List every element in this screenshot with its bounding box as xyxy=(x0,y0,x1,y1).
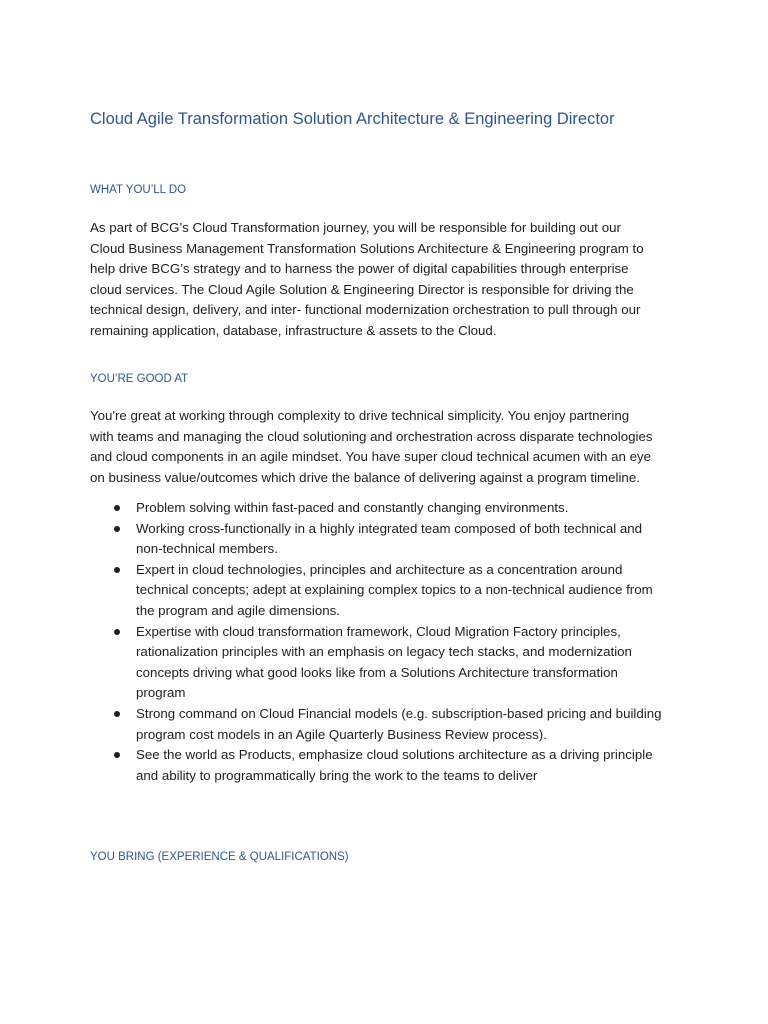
bullet-item xyxy=(90,704,700,745)
section-heading-you-bring: YOU BRING (EXPERIENCE & QUALIFICATIONS) xyxy=(90,851,349,863)
paragraph-line: on business value/outcomes which drive the balance of delivering against a program timeline. xyxy=(90,469,640,485)
section-heading-what-youll-do: WHAT YOU’LL DO xyxy=(90,184,187,196)
skills-bullet-list xyxy=(90,498,700,786)
section-heading-youre-good-at: YOU’RE GOOD AT xyxy=(90,373,189,385)
paragraph-line: remaining application, database, infrastructure & assets to the Cloud. xyxy=(90,322,497,338)
bullet-line: Expert in cloud technologies, principles and architecture as a concentration around xyxy=(136,561,623,577)
bullet-dot-icon xyxy=(114,752,120,758)
bullet-item xyxy=(90,560,700,622)
bullet-item xyxy=(90,519,700,560)
bullet-item xyxy=(90,622,700,704)
section-paragraph-youre-good-at xyxy=(90,406,690,488)
paragraph-line: As part of BCG’s Cloud Transformation journey, you will be responsible for building out our xyxy=(90,220,621,235)
bullet-dot-icon xyxy=(114,567,120,573)
bullet-dot-icon xyxy=(114,505,120,511)
bullet-line: program cost models in an Agile Quarterly Business Review process). xyxy=(136,726,547,742)
bullet-line: the program and agile dimensions. xyxy=(136,602,341,618)
paragraph-line: You're great at working through complexity to drive technical simplicity. You enjoy partnering xyxy=(90,408,630,423)
paragraph-line: with teams and managing the cloud solutioning and orchestration across disparate technologies xyxy=(90,428,653,444)
bullet-line: non-technical members. xyxy=(136,541,278,557)
bullet-dot-icon xyxy=(114,711,120,717)
bullet-item xyxy=(90,498,700,519)
paragraph-line: and cloud components in an agile mindset. You have super cloud technical acumen with an eye xyxy=(90,449,652,465)
bullet-dot-icon xyxy=(114,629,120,635)
bullet-line: Strong command on Cloud Financial models (e.g. subscription-based pricing and building xyxy=(136,705,662,721)
bullet-line: Expertise with cloud transformation framework, Cloud Migration Factory principles, xyxy=(136,623,621,639)
bullet-line: rationalization principles with an emphasis on legacy tech stacks, and modernization xyxy=(136,644,632,660)
paragraph-line: cloud services. The Cloud Agile Solution & Engineering Director is responsible for driving the xyxy=(90,281,634,297)
section-paragraph-what-youll-do xyxy=(90,218,690,342)
bullet-line: Problem solving within fast-paced and constantly changing environments. xyxy=(136,500,569,515)
bullet-line: program xyxy=(136,685,186,701)
bullet-line: Working cross-functionally in a highly integrated team composed of both technical and xyxy=(136,520,643,536)
paragraph-line: technical design, delivery, and inter- functional modernization orchestration to pull through our xyxy=(90,302,641,318)
paragraph-line: help drive BCG’s strategy and to harness the power of digital capabilities through enterprise xyxy=(90,261,629,277)
bullet-line: technical concepts; adept at explaining complex topics to a non-technical audience from xyxy=(136,582,653,598)
bullet-line: See the world as Products, emphasize cloud solutions architecture as a driving principle xyxy=(136,747,653,763)
paragraph-line: Cloud Business Management Transformation Solutions Architecture & Engineering program to xyxy=(90,240,644,256)
bullet-line: concepts driving what good looks like from a Solutions Architecture transformation xyxy=(136,664,618,680)
document-title: Cloud Agile Transformation Solution Architecture & Engineering Director xyxy=(90,110,615,128)
bullet-dot-icon xyxy=(114,526,120,532)
bullet-line: and ability to programmatically bring the work to the teams to deliver xyxy=(136,767,538,783)
bullet-item xyxy=(90,745,700,786)
